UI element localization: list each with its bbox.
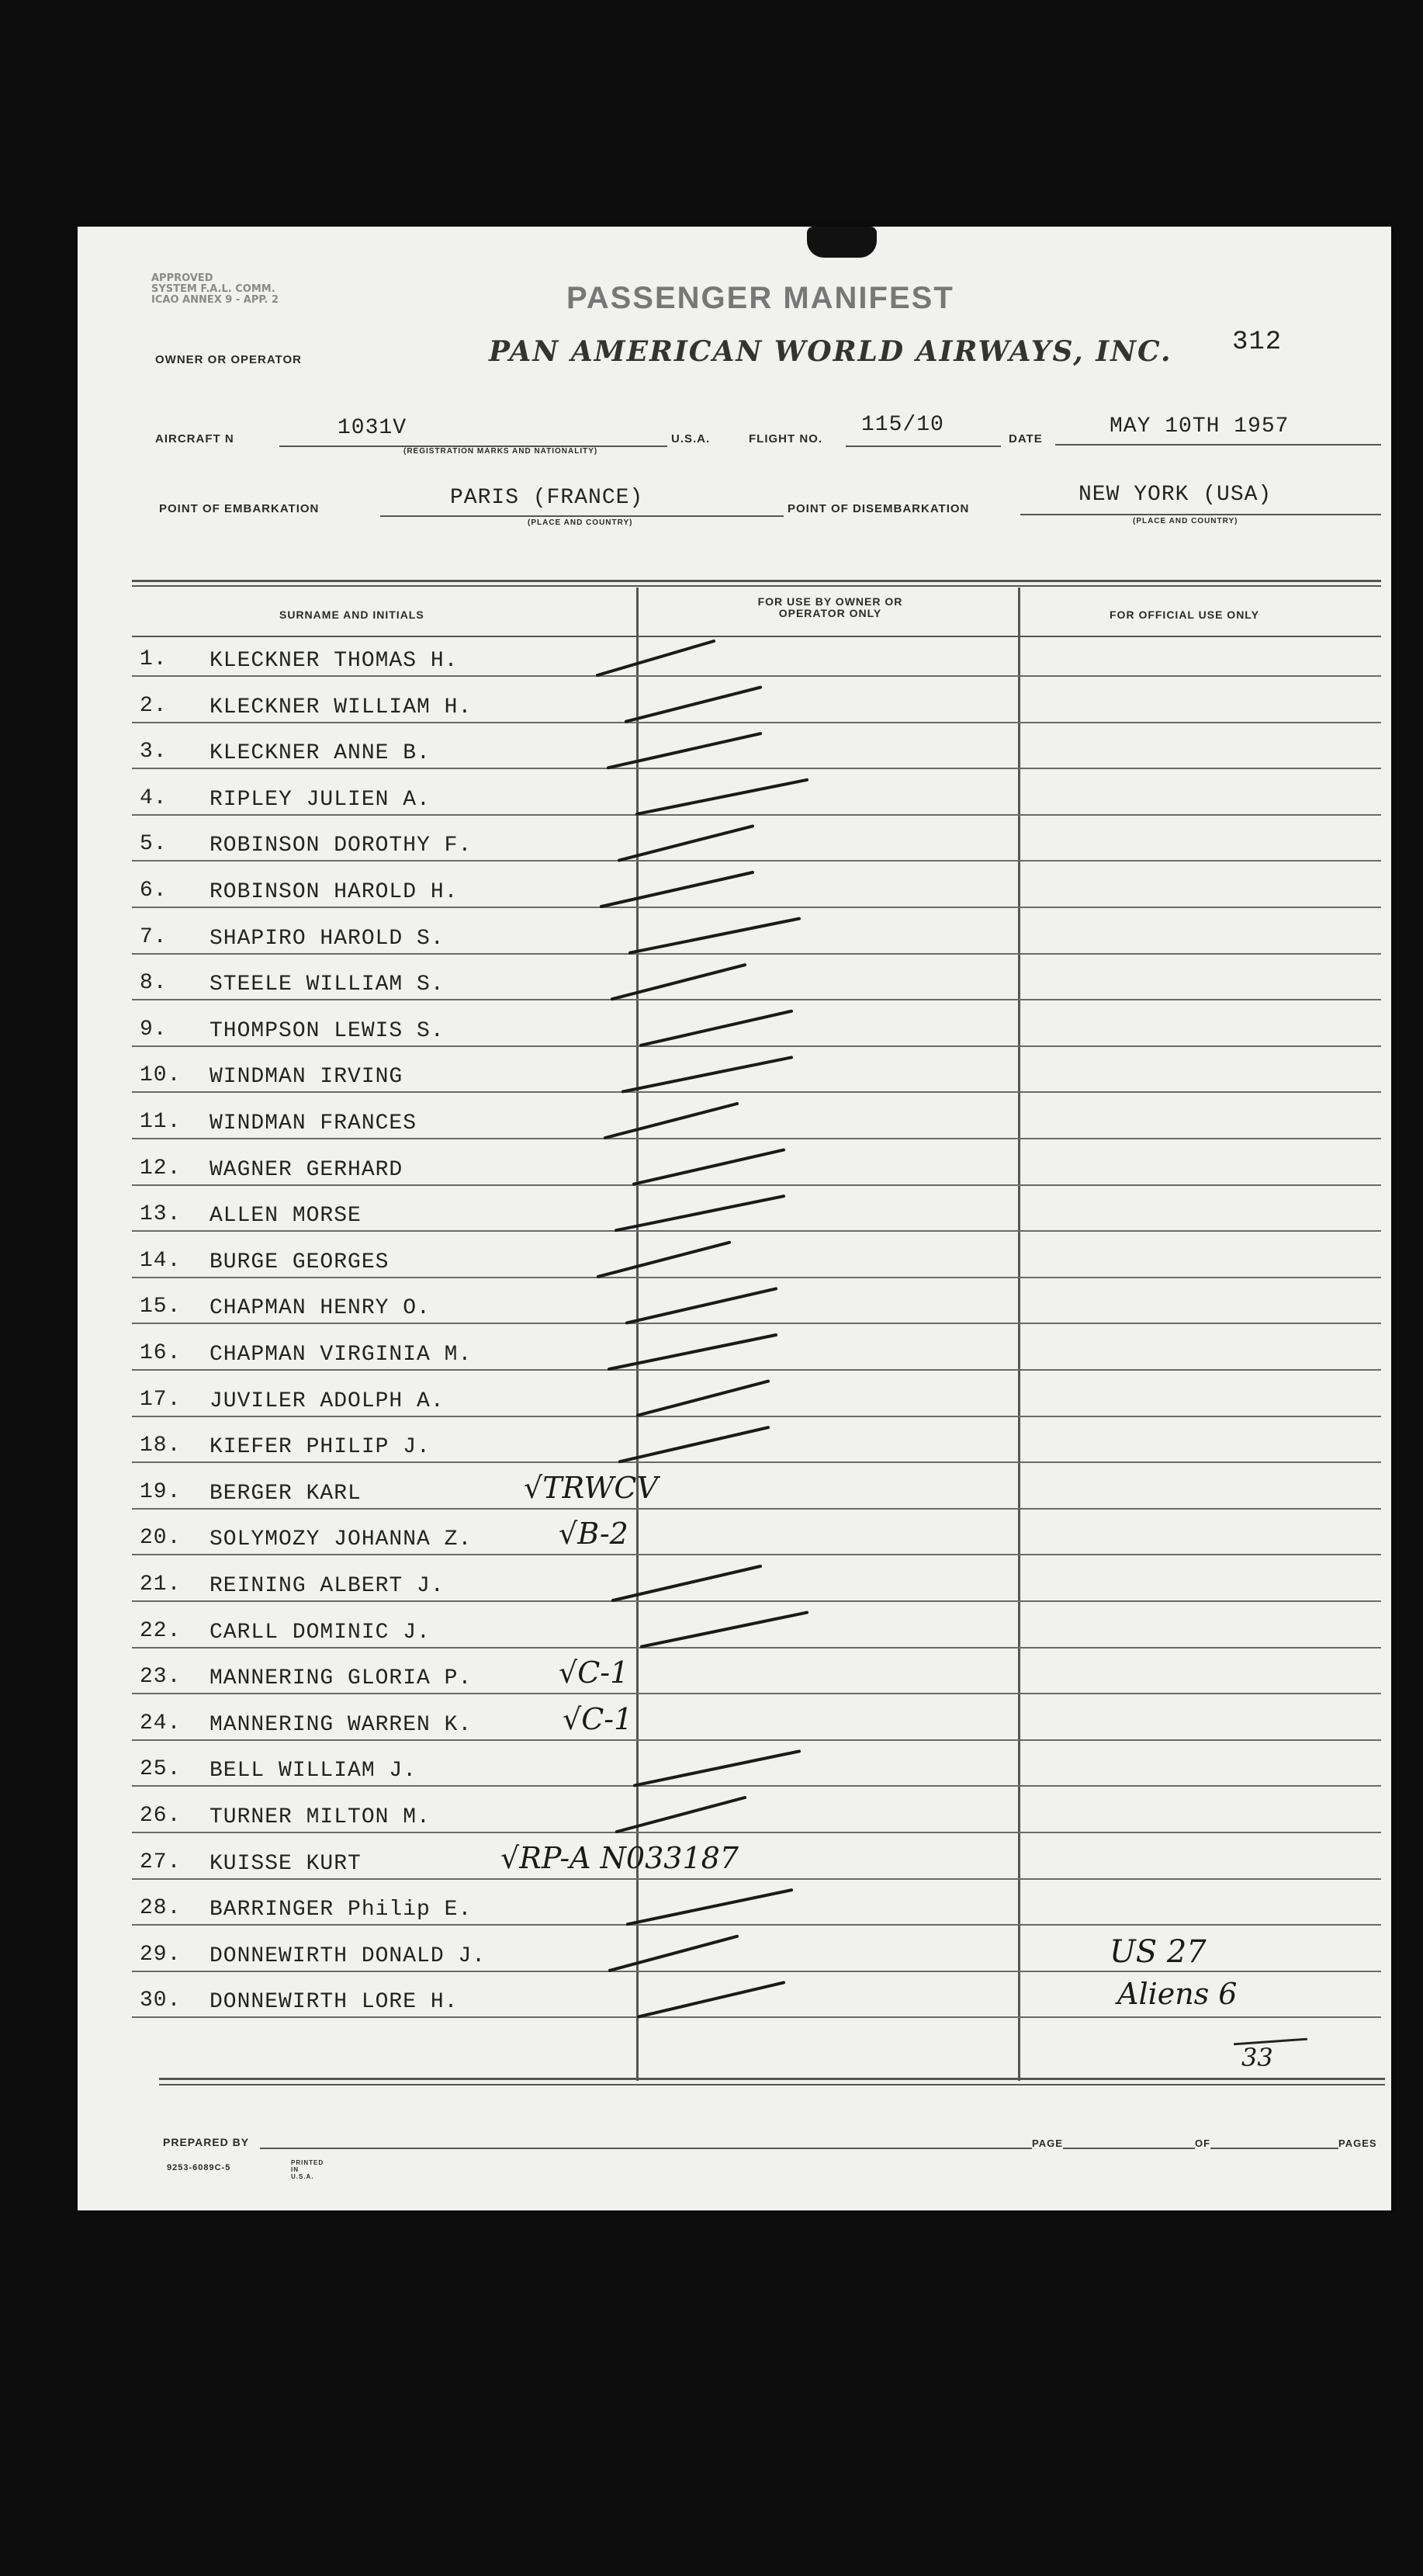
check-stroke bbox=[635, 1751, 799, 1785]
check-stroke bbox=[638, 1382, 768, 1416]
passenger-number: 4. bbox=[140, 785, 168, 810]
column-header-names: SURNAME AND INITIALS bbox=[279, 608, 424, 621]
check-stroke bbox=[609, 1335, 776, 1369]
passenger-number: 21. bbox=[140, 1572, 182, 1597]
passenger-number: 26. bbox=[140, 1804, 182, 1828]
passenger-name: WINDMAN IRVING bbox=[209, 1065, 403, 1090]
visa-annotation: √C-1 bbox=[563, 1701, 633, 1736]
passenger-name: WAGNER GERHARD bbox=[209, 1157, 403, 1182]
check-stroke bbox=[637, 780, 807, 814]
embark-label: POINT OF EMBARKATION bbox=[159, 502, 320, 515]
passenger-number: 30. bbox=[140, 1988, 182, 2013]
passenger-number: 16. bbox=[140, 1341, 182, 1365]
check-stroke bbox=[634, 1150, 784, 1184]
check-stroke bbox=[597, 641, 714, 675]
passenger-name: STEELE WILLIAM S. bbox=[209, 973, 445, 997]
passenger-name: ROBINSON DOROTHY F. bbox=[209, 834, 473, 858]
check-stroke bbox=[605, 1104, 737, 1138]
passenger-name: SHAPIRO HAROLD S. bbox=[209, 926, 445, 951]
passenger-name: WINDMAN FRANCES bbox=[209, 1111, 417, 1135]
disembark-label: POINT OF DISEMBARKATION bbox=[788, 502, 970, 515]
check-stroke bbox=[598, 1243, 729, 1277]
stamp-line: APPROVED bbox=[151, 272, 213, 284]
passenger-number: 20. bbox=[140, 1526, 182, 1551]
passenger-name: DONNEWIRTH LORE H. bbox=[209, 1990, 459, 2015]
check-stroke bbox=[617, 1798, 745, 1832]
passenger-name: BARRINGER Philip E. bbox=[209, 1898, 473, 1922]
passenger-name: DONNEWIRTH DONALD J. bbox=[209, 1943, 486, 1968]
passenger-name: BURGE GEORGES bbox=[209, 1250, 390, 1274]
passenger-number: 18. bbox=[140, 1434, 182, 1458]
tally-total: 33 bbox=[1241, 2043, 1273, 2072]
country-label: U.S.A. bbox=[671, 432, 711, 446]
column-header-owner: FOR USE BY OWNER OR OPERATOR ONLY bbox=[757, 595, 903, 619]
disembark-value: NEW YORK (USA) bbox=[1079, 483, 1272, 507]
manifest-sheet bbox=[78, 227, 1391, 2210]
passenger-number: 13. bbox=[140, 1202, 182, 1227]
stamp-line: ICAO ANNEX 9 - APP. 2 bbox=[151, 294, 279, 306]
visa-annotation: √TRWCV bbox=[524, 1470, 658, 1505]
column-header-official: FOR OFFICIAL USE ONLY bbox=[1110, 608, 1259, 621]
form-title: PASSENGER MANIFEST bbox=[566, 281, 954, 315]
visa-annotation: √B-2 bbox=[559, 1517, 628, 1551]
aircraft-label: AIRCRAFT N bbox=[155, 432, 234, 446]
passenger-number: 17. bbox=[140, 1387, 182, 1412]
passenger-name: MANNERING WARREN K. bbox=[209, 1712, 473, 1737]
passenger-name: KLECKNER ANNE B. bbox=[209, 741, 431, 766]
aircraft-caption: (REGISTRATION MARKS AND NATIONALITY) bbox=[403, 447, 598, 456]
aircraft-value: 1031V bbox=[338, 416, 407, 440]
tally-aliens: Aliens 6 bbox=[1117, 1977, 1238, 2011]
passenger-number: 19. bbox=[140, 1479, 182, 1504]
passenger-name: BELL WILLIAM J. bbox=[209, 1759, 417, 1784]
passenger-number: 7. bbox=[140, 924, 168, 949]
passenger-number: 2. bbox=[140, 693, 168, 718]
passenger-number: 8. bbox=[140, 971, 168, 996]
check-stroke bbox=[628, 1890, 791, 1924]
visa-annotation: √RP-A N033187 bbox=[500, 1840, 739, 1875]
embark-value: PARIS (FRANCE) bbox=[450, 486, 644, 510]
owner-label: OWNER OR OPERATOR bbox=[155, 353, 302, 366]
check-stroke bbox=[619, 826, 753, 860]
check-stroke bbox=[610, 1936, 737, 1971]
passenger-number: 11. bbox=[140, 1110, 182, 1134]
passenger-number: 27. bbox=[140, 1850, 182, 1874]
passenger-name: CARLL DOMINIC J. bbox=[209, 1620, 431, 1645]
passenger-number: 22. bbox=[140, 1618, 182, 1643]
check-stroke bbox=[627, 1288, 776, 1323]
check-stroke bbox=[639, 1982, 784, 2016]
check-stroke bbox=[601, 872, 753, 907]
passenger-number: 28. bbox=[140, 1896, 182, 1921]
passenger-name: MANNERING GLORIA P. bbox=[209, 1666, 473, 1691]
printed-in: PRINTED IN U.S.A. bbox=[291, 2159, 324, 2180]
passenger-number: 24. bbox=[140, 1711, 182, 1735]
pages-label: PAGES bbox=[1338, 2137, 1377, 2149]
check-marks bbox=[78, 227, 1391, 2210]
visa-annotation: √C-1 bbox=[559, 1656, 629, 1690]
passenger-name: CHAPMAN HENRY O. bbox=[209, 1296, 431, 1321]
passenger-name: JUVILER ADOLPH A. bbox=[209, 1389, 445, 1413]
passenger-name: KLECKNER WILLIAM H. bbox=[209, 695, 473, 719]
passenger-name: BERGER KARL bbox=[209, 1481, 362, 1506]
passenger-name: KLECKNER THOMAS H. bbox=[209, 649, 459, 673]
passenger-number: 12. bbox=[140, 1156, 182, 1181]
passenger-name: KIEFER PHILIP J. bbox=[209, 1435, 431, 1460]
date-value: MAY 10TH 1957 bbox=[1110, 414, 1290, 439]
check-stroke bbox=[642, 1613, 807, 1647]
passenger-number: 15. bbox=[140, 1295, 182, 1319]
passenger-name: SOLYMOZY JOHANNA Z. bbox=[209, 1527, 473, 1552]
passenger-number: 5. bbox=[140, 832, 168, 857]
check-stroke bbox=[641, 1011, 791, 1045]
passenger-name: CHAPMAN VIRGINIA M. bbox=[209, 1343, 473, 1367]
check-stroke bbox=[630, 919, 799, 953]
passenger-number: 3. bbox=[140, 740, 168, 764]
passenger-name: REINING ALBERT J. bbox=[209, 1574, 445, 1598]
passenger-number: 29. bbox=[140, 1942, 182, 1967]
passenger-number: 25. bbox=[140, 1757, 182, 1782]
passenger-number: 14. bbox=[140, 1248, 182, 1273]
check-stroke bbox=[616, 1196, 784, 1230]
check-stroke bbox=[620, 1427, 768, 1461]
passenger-number: 6. bbox=[140, 879, 168, 903]
passenger-name: TURNER MILTON M. bbox=[209, 1805, 431, 1829]
passenger-name: ALLEN MORSE bbox=[209, 1204, 362, 1229]
date-label: DATE bbox=[1009, 432, 1043, 446]
embark-caption: (PLACE AND COUNTRY) bbox=[528, 518, 633, 527]
check-stroke bbox=[608, 733, 760, 768]
passenger-name: KUISSE KURT bbox=[209, 1851, 362, 1876]
stamp-line: SYSTEM F.A.L. COMM. bbox=[151, 283, 275, 295]
passenger-name: RIPLEY JULIEN A. bbox=[209, 787, 431, 812]
check-stroke bbox=[612, 965, 745, 999]
passenger-number: 10. bbox=[140, 1063, 182, 1088]
prepared-by-label: PREPARED BY bbox=[163, 2136, 250, 2148]
passenger-number: 1. bbox=[140, 647, 168, 671]
passenger-number: 23. bbox=[140, 1665, 182, 1690]
passenger-number: 9. bbox=[140, 1017, 168, 1042]
page-reference: 312 bbox=[1232, 328, 1283, 357]
page-label: PAGE bbox=[1032, 2137, 1063, 2149]
check-stroke bbox=[626, 688, 760, 722]
tally-us: US 27 bbox=[1110, 1934, 1207, 1970]
disembark-caption: (PLACE AND COUNTRY) bbox=[1133, 517, 1238, 525]
flight-value: 115/10 bbox=[861, 413, 944, 437]
check-stroke bbox=[623, 1057, 791, 1091]
passenger-name: THOMPSON LEWIS S. bbox=[209, 1018, 445, 1043]
passenger-name: ROBINSON HAROLD H. bbox=[209, 880, 459, 904]
form-number: 9253-6089C-5 bbox=[167, 2163, 231, 2172]
flight-label: FLIGHT NO. bbox=[749, 432, 822, 446]
check-stroke bbox=[613, 1566, 760, 1600]
of-label: OF bbox=[1195, 2137, 1211, 2149]
operator-name: PAN AMERICAN WORLD AIRWAYS, INC. bbox=[489, 335, 1172, 368]
